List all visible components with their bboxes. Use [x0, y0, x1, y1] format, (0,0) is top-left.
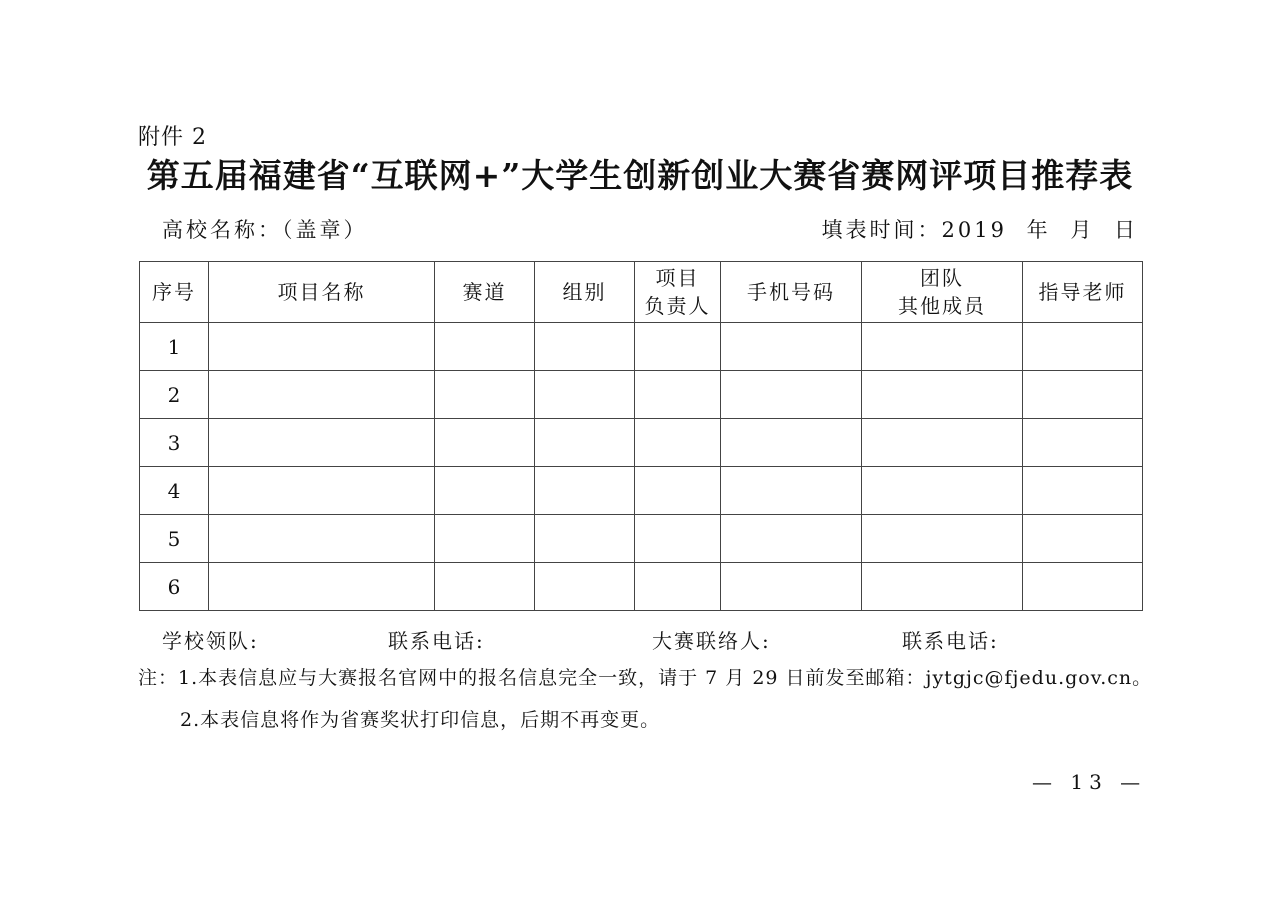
project-name-cell[interactable] — [209, 323, 435, 371]
table-row — [140, 467, 1143, 515]
header-seq: 序号 — [140, 262, 209, 323]
project-lead-cell[interactable] — [635, 467, 721, 515]
project-lead-cell[interactable] — [635, 371, 721, 419]
team-members-cell[interactable] — [862, 467, 1023, 515]
form-title: 第五届福建省“互联网+”大学生创新创业大赛省赛网评项目推荐表 — [146, 156, 1134, 195]
phone-label-1: 联系电话: — [388, 629, 485, 653]
page-number: — 13 — — [1032, 770, 1147, 794]
group-cell[interactable] — [535, 515, 635, 563]
project-lead-cell[interactable] — [635, 419, 721, 467]
table-row — [140, 563, 1143, 611]
advisor-cell[interactable] — [1023, 563, 1143, 611]
header-project-name: 项目名称 — [209, 262, 435, 323]
phone-cell[interactable] — [721, 371, 862, 419]
team-members-cell[interactable] — [862, 563, 1023, 611]
row-number: 5 — [140, 515, 209, 563]
fill-time-label: 填表时间：2019 年 月 日 — [821, 218, 1138, 242]
track-cell[interactable] — [435, 515, 535, 563]
note-1: 注：1.本表信息应与大赛报名官网中的报名信息完全一致，请于 7 月 29 日前发至邮箱：jytgjc@fjedu.gov.cn。 — [138, 667, 1153, 689]
school-name-label: 高校名称：（盖章） — [162, 218, 368, 242]
track-cell[interactable] — [435, 323, 535, 371]
group-cell[interactable] — [535, 563, 635, 611]
row-number: 2 — [140, 371, 209, 419]
track-cell[interactable] — [435, 419, 535, 467]
project-name-cell[interactable] — [209, 515, 435, 563]
row-number: 3 — [140, 419, 209, 467]
header-project-lead: 项目 负责人 — [635, 262, 721, 323]
project-lead-cell[interactable] — [635, 563, 721, 611]
header-group: 组别 — [535, 262, 635, 323]
row-number: 6 — [140, 563, 209, 611]
track-cell[interactable] — [435, 563, 535, 611]
group-cell[interactable] — [535, 323, 635, 371]
group-cell[interactable] — [535, 419, 635, 467]
advisor-cell[interactable] — [1023, 371, 1143, 419]
header-phone: 手机号码 — [721, 262, 862, 323]
header-team-members: 团队 其他成员 — [862, 262, 1023, 323]
track-cell[interactable] — [435, 371, 535, 419]
project-name-cell[interactable] — [209, 467, 435, 515]
header-row — [140, 262, 1143, 323]
phone-cell[interactable] — [721, 467, 862, 515]
team-members-cell[interactable] — [862, 419, 1023, 467]
phone-label-2: 联系电话: — [902, 629, 999, 653]
table-row — [140, 323, 1143, 371]
track-cell[interactable] — [435, 467, 535, 515]
contacts-line — [0, 625, 1280, 655]
team-members-cell[interactable] — [862, 515, 1023, 563]
project-lead-cell[interactable] — [635, 323, 721, 371]
project-name-cell[interactable] — [209, 563, 435, 611]
project-lead-cell[interactable] — [635, 515, 721, 563]
phone-cell[interactable] — [721, 419, 862, 467]
row-number: 1 — [140, 323, 209, 371]
note-2: 2.本表信息将作为省赛奖状打印信息，后期不再变更。 — [180, 709, 661, 731]
team-members-cell[interactable] — [862, 371, 1023, 419]
advisor-cell[interactable] — [1023, 515, 1143, 563]
liaison-label: 大赛联络人: — [652, 629, 771, 653]
advisor-cell[interactable] — [1023, 467, 1143, 515]
phone-cell[interactable] — [721, 563, 862, 611]
team-members-cell[interactable] — [862, 323, 1023, 371]
table-row — [140, 419, 1143, 467]
advisor-cell[interactable] — [1023, 323, 1143, 371]
table-row — [140, 515, 1143, 563]
recommendation-table — [139, 261, 1143, 611]
header-track: 赛道 — [435, 262, 535, 323]
project-name-cell[interactable] — [209, 419, 435, 467]
row-number: 4 — [140, 467, 209, 515]
attachment-label: 附件 2 — [138, 125, 207, 150]
phone-cell[interactable] — [721, 515, 862, 563]
group-cell[interactable] — [535, 467, 635, 515]
phone-cell[interactable] — [721, 323, 862, 371]
table-row — [140, 371, 1143, 419]
header-advisor: 指导老师 — [1023, 262, 1143, 323]
school-leader-label: 学校领队: — [162, 629, 259, 653]
advisor-cell[interactable] — [1023, 419, 1143, 467]
group-cell[interactable] — [535, 371, 635, 419]
project-name-cell[interactable] — [209, 371, 435, 419]
